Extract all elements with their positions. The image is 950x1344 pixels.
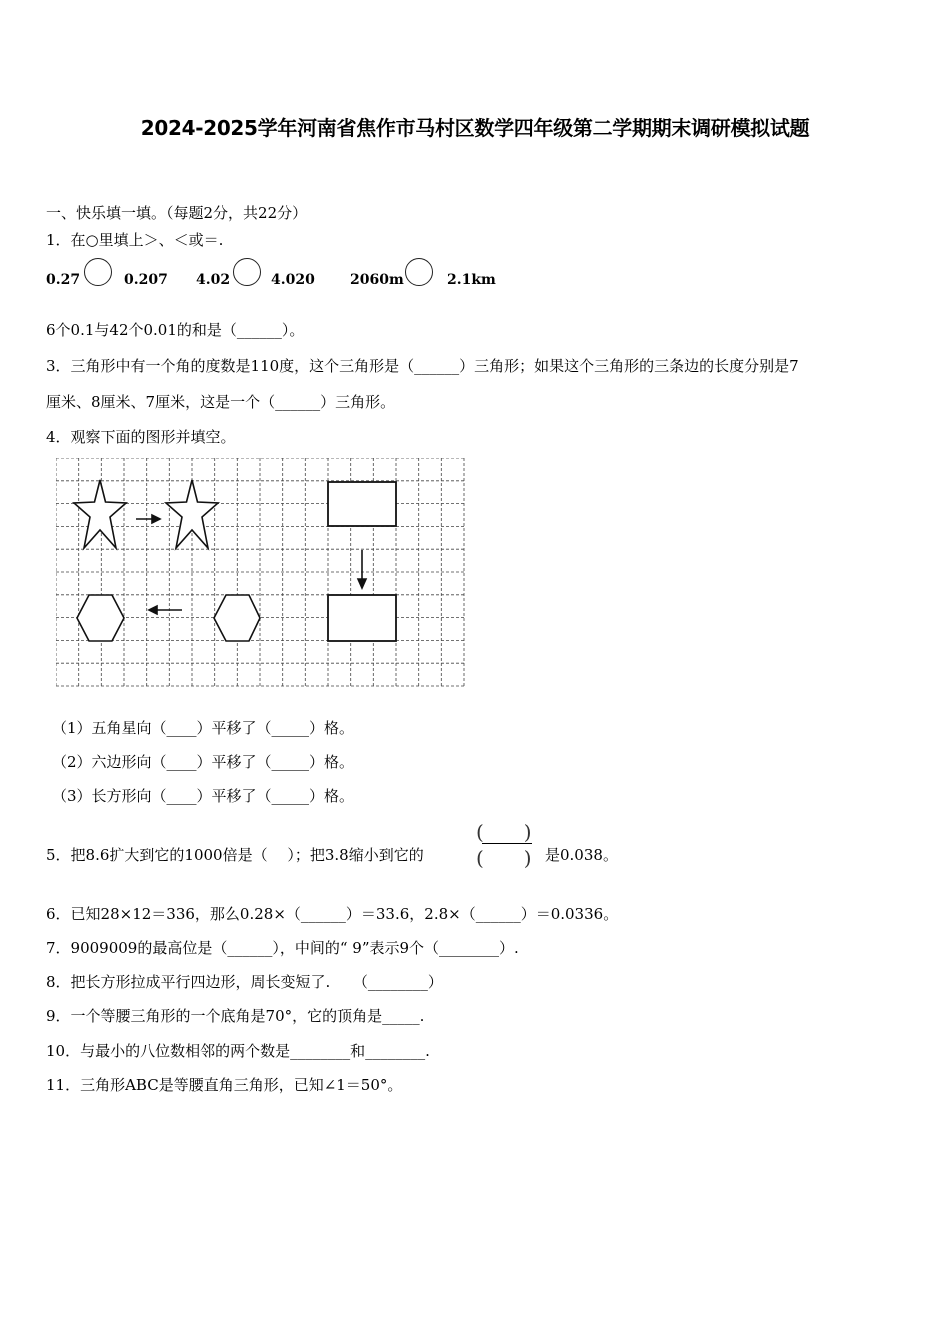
fraction-numerator: ( ) [476,820,532,844]
question-4-sub-3: （3）长方形向（____）平移了（_____）格。 [52,787,355,805]
question-11: 11．三角形ABC是等腰直角三角形，已知∠1＝50°。 [46,1076,403,1094]
question-1-text: 1．在○里填上＞、＜或＝. [46,231,224,249]
grid-svg [56,458,466,688]
q1-value-1: 0.27 [46,272,81,288]
q1-value-6: 2.1km [447,272,496,288]
star-right [166,480,218,548]
question-6: 6．已知28×12＝336，那么0.28×（______）＝33.6，2.8×（______）＝0.0336。 [46,905,619,923]
question-5-after: 是0.038。 [545,846,618,864]
question-3-line-2: 厘米、8厘米、7厘米，这是一个（______）三角形。 [46,393,396,411]
grid-lines [56,458,464,686]
question-9: 9．一个等腰三角形的一个底角是70°，它的顶角是_____. [46,1007,425,1025]
question-4-text: 4．观察下面的图形并填空。 [46,428,236,446]
question-8: 8．把长方形拉成平行四边形，周长变短了. （________） [46,973,443,991]
question-4-sub-1: （1）五角星向（____）平移了（_____）格。 [52,719,355,737]
q1-answer-circle-3[interactable] [405,258,433,286]
section-heading: 一、快乐填一填。（每题2分，共22分） [46,204,308,222]
q1-value-3: 4.02 [196,272,231,288]
question-5-before: 5．把8.6扩大到它的1000倍是（ ）；把3.8缩小到它的 [46,846,424,864]
question-2 [46,319,304,340]
rectangle-bottom [328,595,396,641]
hexagon-right [214,595,260,641]
arrow-down-icon [358,550,366,588]
translation-grid-figure [56,458,466,692]
q1-answer-circle-2[interactable] [233,258,261,286]
q5-fraction-blank[interactable] [476,820,538,868]
q1-answer-circle-1[interactable] [84,258,112,286]
question-4-sub-2: （2）六边形向（____）平移了（_____）格。 [52,753,355,771]
arrow-right-icon [136,515,160,523]
hexagon-left [77,595,124,641]
question-7: 7．9009009的最高位是（______），中间的“ 9”表示9个（________）. [46,939,519,957]
arrow-left-icon [149,606,182,614]
q1-value-5: 2060m [350,272,404,288]
star-left [74,480,126,548]
question-10: 10．与最小的八位数相邻的两个数是________和________. [46,1042,430,1060]
fraction-denominator: ( ) [476,846,532,870]
question-3-line-1: 3．三角形中有一个角的度数是110度，这个三角形是（______）三角形；如果这个三角形的三条边的长度分别是7 [46,357,799,375]
q1-value-4: 4.020 [271,272,315,288]
q1-value-2: 0.207 [124,272,168,288]
rectangle-top [328,482,396,526]
question-2-text: 6个0.1与42个0.01的和是（______）。 [46,321,305,339]
page-title: 2024-2025学年河南省焦作市马村区数学四年级第二学期期末调研模拟试题 [140,116,810,140]
